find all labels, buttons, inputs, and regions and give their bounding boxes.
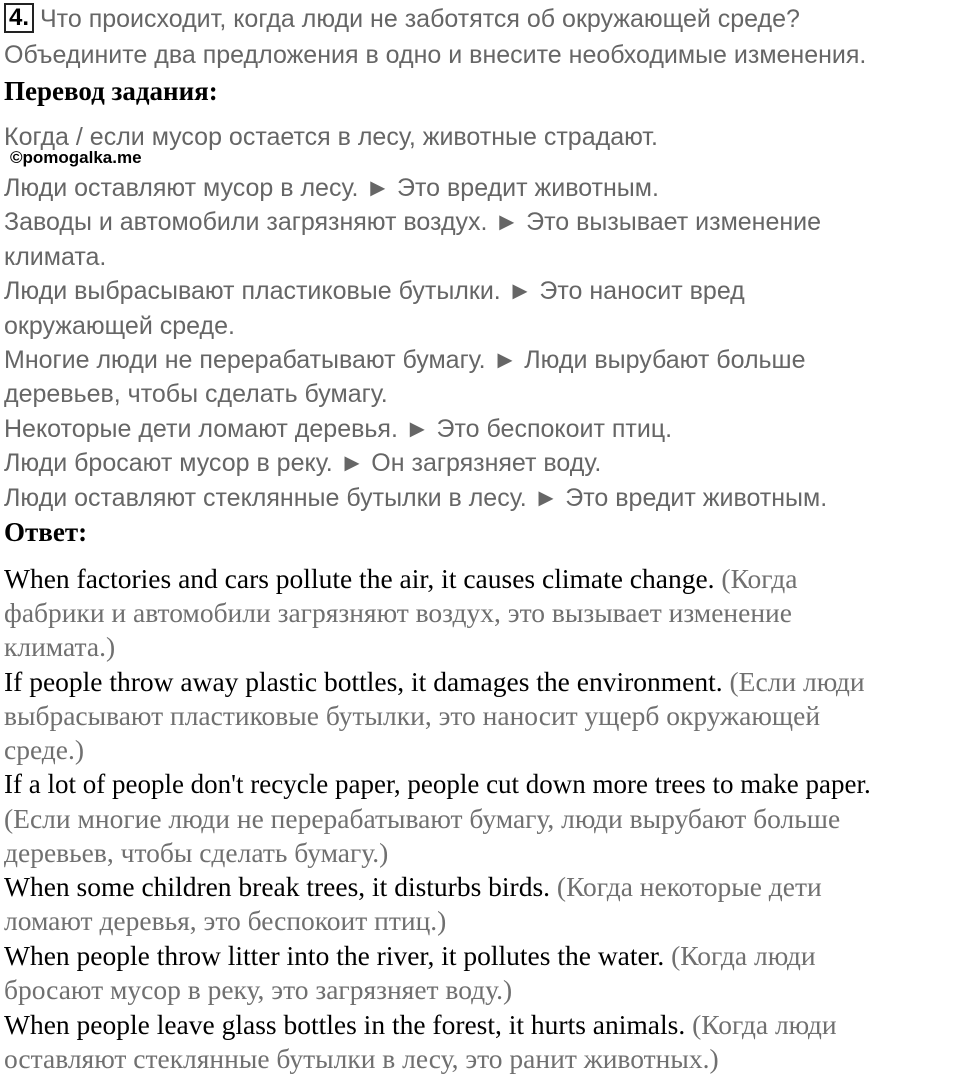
answer-3-english: If a lot of people don't recycle paper, people cut down more trees to make paper. bbox=[4, 769, 871, 799]
answer-2-english: If people throw away plastic bottles, it damages the environment. bbox=[4, 666, 723, 697]
translation-line-8: деревьев, чтобы сделать бумагу. bbox=[4, 380, 388, 408]
translation-line-2: Люди оставляют мусор в лесу. ► Это вредит животным. bbox=[4, 174, 659, 202]
translation-line-5: Люди выбрасывают пластиковые бутылки. ► Это наносит вред bbox=[4, 277, 745, 305]
translation-line-4: климата. bbox=[4, 243, 107, 271]
answer-4-russian-start: (Когда некоторые дети bbox=[550, 871, 822, 902]
answer-2-line-2: выбрасывают пластиковые бутылки, это наносит ущерб окружающей bbox=[4, 700, 821, 731]
answer-1-line-3: климата.) bbox=[4, 631, 116, 662]
answer-heading: Ответ: bbox=[4, 517, 88, 547]
answer-1-russian-start: (Когда bbox=[714, 563, 798, 594]
answer-1-line-1 bbox=[4, 562, 797, 596]
task-number: 4. bbox=[4, 3, 34, 33]
answer-2-line-1 bbox=[4, 665, 865, 699]
answer-6-line-2: оставляют стеклянные бутылки в лесу, это ранит животных.) bbox=[4, 1043, 719, 1074]
answer-3-line-2: (Если многие люди не перерабатывают бумагу, люди вырубают больше bbox=[4, 803, 841, 834]
answer-6-russian-start: (Когда люди bbox=[685, 1009, 837, 1040]
answer-3-line-1 bbox=[4, 767, 871, 801]
answer-4-line-2: ломают деревья, это беспокоит птиц.) bbox=[4, 905, 447, 936]
answer-5-english: When people throw litter into the river, it pollutes the water. bbox=[4, 940, 665, 971]
answer-1-line-2: фабрики и автомобили загрязняют воздух, это вызывает изменение bbox=[4, 597, 792, 628]
answer-4-english: When some children break trees, it disturbs birds. bbox=[4, 871, 551, 902]
answer-3-line-3: деревьев, чтобы сделать бумагу.) bbox=[4, 837, 389, 868]
answer-1-english: When factories and cars pollute the air, it causes climate change. bbox=[4, 563, 715, 594]
translation-line-7: Многие люди не перерабатывают бумагу. ► Люди вырубают больше bbox=[4, 346, 806, 374]
translation-line-11: Люди оставляют стеклянные бутылки в лесу. ► Это вредит животным. bbox=[4, 484, 828, 512]
answer-6-line-1 bbox=[4, 1008, 837, 1042]
translation-line-10: Люди бросают мусор в реку. ► Он загрязняет воду. bbox=[4, 449, 602, 477]
answer-4-line-1 bbox=[4, 870, 822, 904]
task-line-2: Объедините два предложения в одно и внесите необходимые изменения. bbox=[4, 41, 867, 69]
answer-5-russian-start: (Когда люди bbox=[664, 940, 816, 971]
answer-5-line-2: бросают мусор в реку, это загрязняет воду.) bbox=[4, 974, 513, 1005]
task-line-1 bbox=[4, 2, 800, 36]
answer-2-russian-start: (Если люди bbox=[722, 666, 865, 697]
answer-2-line-3: среде.) bbox=[4, 734, 85, 765]
task-question: Что происходит, когда люди не заботятся об окружающей среде? bbox=[40, 5, 800, 33]
translation-line-6: окружающей среде. bbox=[4, 312, 235, 340]
translation-line-3: Заводы и автомобили загрязняют воздух. ► Это вызывает изменение bbox=[4, 208, 822, 236]
watermark: ©pomogalka.me bbox=[10, 148, 142, 167]
translation-heading: Перевод задания: bbox=[4, 76, 218, 106]
translation-line-1: Когда / если мусор остается в лесу, животные страдают. bbox=[4, 123, 658, 151]
answer-6-english: When people leave glass bottles in the forest, it hurts animals. bbox=[4, 1009, 686, 1040]
answer-5-line-1 bbox=[4, 939, 816, 973]
translation-line-9: Некоторые дети ломают деревья. ► Это беспокоит птиц. bbox=[4, 415, 673, 443]
